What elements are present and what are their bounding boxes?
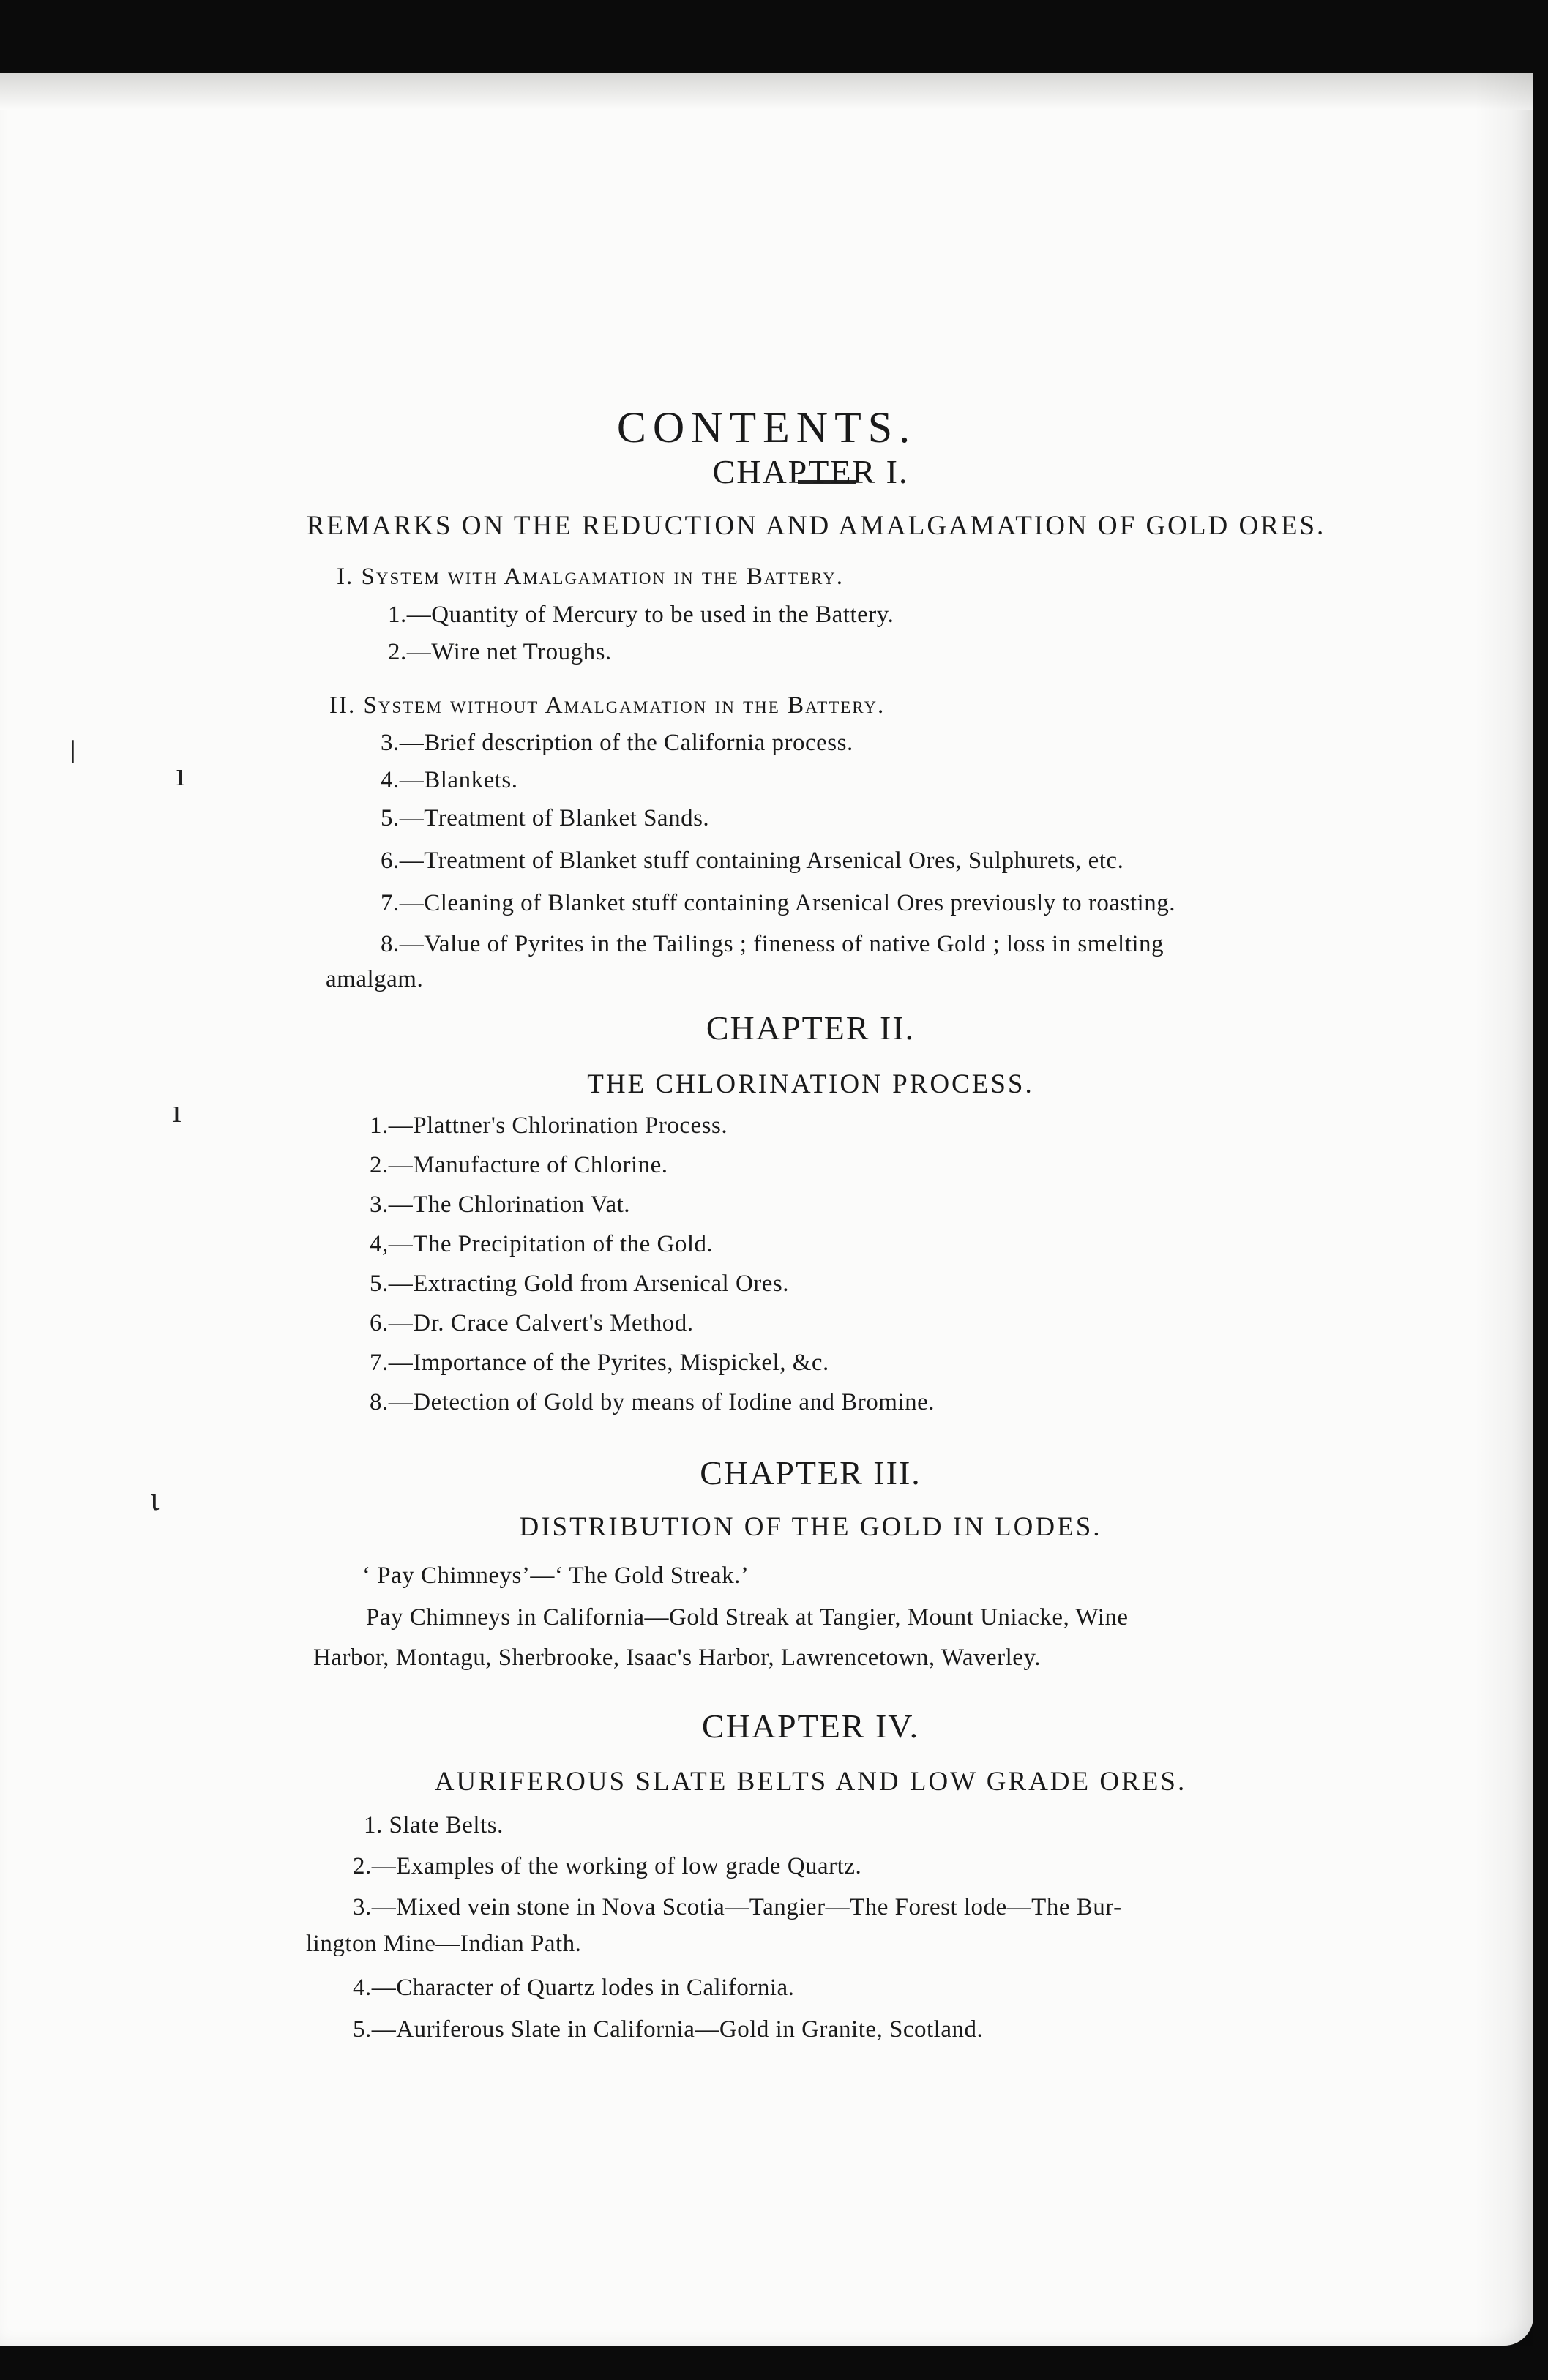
book-page [0,73,1533,2346]
chapter-1-section-1: I. System with Amalgamation in the Battery. [337,564,844,590]
chapter-1-title: CHAPTER I. [712,453,909,490]
list-item: 7.—Cleaning of Blanket stuff containing Arsenical Ores previously to roasting. [381,890,1175,916]
list-item: 1.—Quantity of Mercury to be used in the Battery. [388,602,894,628]
list-item-continuation: lington Mine—Indian Path. [306,1931,582,1957]
list-item: 3.—The Chlorination Vat. [370,1191,631,1218]
chapter-4-subtitle: AURIFEROUS SLATE BELTS AND LOW GRADE ORES. [434,1767,1187,1797]
list-item: 2.—Manufacture of Chlorine. [370,1152,668,1178]
list-item: 7.—Importance of the Pyrites, Mispickel, &c. [370,1350,829,1376]
chapter-3-title: CHAPTER III. [700,1454,921,1492]
list-item: 4.—Blankets. [381,767,518,793]
list-item: 4,—The Precipitation of the Gold. [370,1231,714,1257]
list-item: 5.—Auriferous Slate in California—Gold in Granite, Scotland. [353,2016,984,2043]
chapter-4-title: CHAPTER IV. [701,1707,920,1745]
list-item-continuation: amalgam. [326,966,424,992]
margin-mark: ı [176,755,185,793]
margin-mark: ı [172,1092,182,1129]
list-item: 3.—Brief description of the California process. [381,730,853,756]
list-item: 8.—Value of Pyrites in the Tailings ; fineness of native Gold ; loss in smelting [381,931,1164,957]
list-item: 3.—Mixed vein stone in Nova Scotia—Tangier—The Forest lode—The Bur- [353,1894,1122,1920]
list-item: 6.—Treatment of Blanket stuff containing Arsenical Ores, Sulphurets, etc. [381,847,1124,874]
margin-mark: ɩ [150,1480,160,1517]
chapter-3-subtitle: DISTRIBUTION OF THE GOLD IN LODES. [519,1512,1102,1542]
chapter-2-subtitle: THE CHLORINATION PROCESS. [587,1069,1034,1099]
chapter-2-title: CHAPTER II. [706,1009,916,1047]
list-item: 8.—Detection of Gold by means of Iodine and Bromine. [370,1389,935,1415]
chapter-1-section-2: II. System without Amalgamation in the Battery. [329,692,886,719]
list-item: 6.—Dr. Crace Calvert's Method. [370,1310,694,1336]
chapter-3-line: Harbor, Montagu, Sherbrooke, Isaac's Harbor, Lawrencetown, Waverley. [313,1644,1042,1671]
list-item: 5.—Treatment of Blanket Sands. [381,805,710,831]
chapter-3-line: Pay Chimneys in California—Gold Streak at Tangier, Mount Uniacke, Wine [366,1604,1129,1631]
margin-mark: ǀ [70,733,77,771]
list-item: 1.—Plattner's Chlorination Process. [370,1112,728,1139]
chapter-1-subtitle: REMARKS ON THE REDUCTION AND AMALGAMATION OF GOLD ORES. [306,511,1326,541]
list-item: 5.—Extracting Gold from Arsenical Ores. [370,1271,790,1297]
list-item: 4.—Character of Quartz lodes in California. [353,1975,795,2001]
list-item: 1. Slate Belts. [364,1812,504,1838]
contents-heading: CONTENTS. [616,403,917,452]
list-item: 2.—Wire net Troughs. [388,639,612,665]
list-item: 2.—Examples of the working of low grade Quartz. [353,1853,862,1879]
chapter-3-line: ‘ Pay Chimneys’—‘ The Gold Streak.’ [362,1563,749,1589]
